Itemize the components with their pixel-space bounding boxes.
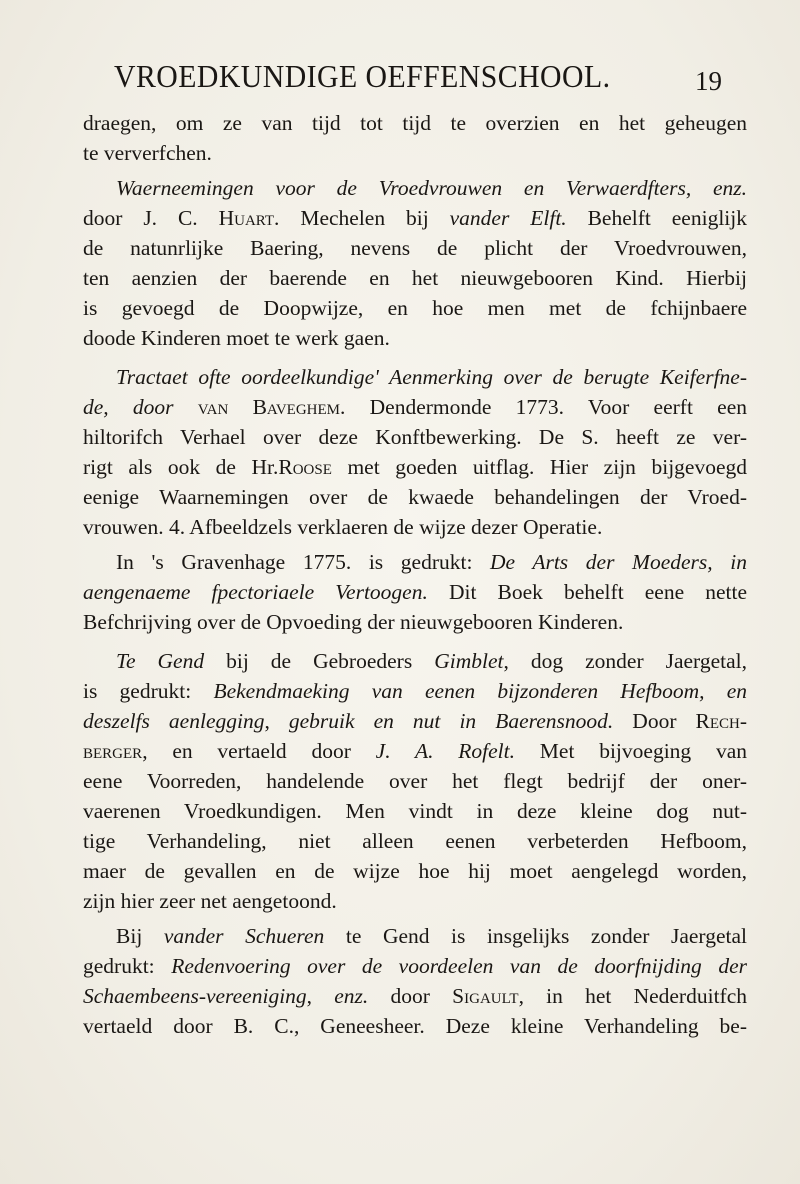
text-line (83, 981, 747, 1011)
text-fragment: Met bijvoeging van (515, 739, 748, 763)
text-line: maer de gevallen en de wijze hoe hij moet aengelegd worden, (83, 859, 747, 883)
book-title: Tractaet ofte oordeelkundige' Aenmerking over de berugte Keiferfne- (116, 365, 747, 389)
text-line (83, 362, 747, 392)
text-line (83, 951, 747, 981)
bibliography-entry (83, 362, 747, 542)
text-line: ten aenzien der baerende en het nieuwgebooren Kind. Hierbij (83, 266, 747, 290)
text-line: hiltorifch Verhael over deze Konftbewerking. De S. heeft ze ver- (83, 425, 747, 449)
text-fragment: enz. (334, 984, 369, 1008)
text-fragment: bij de Gebroeders (204, 649, 435, 673)
book-title: de (83, 395, 104, 419)
text-line (83, 736, 747, 766)
printer-name: vander Schueren (163, 924, 325, 948)
text-fragment: , in (707, 550, 747, 574)
text-fragment: , in het Nederduitfch (518, 984, 747, 1008)
running-head (114, 58, 754, 106)
text-line (83, 706, 747, 736)
book-title: Waerneemingen voor de Vroedvrouwen en Verwaerdfters, enz. (116, 176, 747, 200)
book-title: gebruik en nut in Baerensnood. (288, 709, 614, 733)
author-name: Sigault (452, 984, 519, 1008)
text-line: eenige Waarnemingen over de kwaede behandelingen der Vroed- (83, 485, 747, 509)
text-fragment: Bij (116, 924, 164, 948)
text-fragment: rigt als ook de Hr. (83, 455, 279, 479)
text-fragment: met goeden uitflag. Hier zijn bijgevoegd (331, 455, 747, 479)
text-fragment: Mechelen bij (279, 206, 450, 230)
text-fragment: te Gend is insgelijks zonder Jaergetal (324, 924, 747, 948)
author-name: van Baveghem. (197, 395, 346, 419)
text-line: Befchrijving over de Opvoeding der nieuwgebooren Kinderen. (83, 610, 624, 634)
book-title: aengenaeme fpectoriaele Vertoogen. (83, 580, 428, 604)
text-fragment: , door (103, 395, 198, 419)
text-fragment: is gedrukt: (83, 679, 214, 703)
book-title: Schaembeens-vereeniging (83, 984, 307, 1008)
text-fragment: , en (699, 679, 747, 703)
bibliography-entry (83, 921, 747, 1041)
text-fragment: door (368, 984, 453, 1008)
body-text (83, 108, 747, 1041)
text-line (83, 173, 747, 203)
text-line: draegen, om ze van tijd tot tijd te overzien en het geheugen (83, 111, 747, 135)
text-line (83, 392, 747, 422)
text-fragment: gedrukt: (83, 954, 172, 978)
text-fragment: , dog zonder Jaergetal, (503, 649, 747, 673)
text-line: tige Verhandeling, niet alleen eenen verbeterden Hefboom, (83, 829, 747, 853)
text-fragment: , en vertaeld door (142, 739, 376, 763)
translator-name: J. A. Rofelt. (375, 739, 515, 763)
text-line: vaerenen Vroedkundigen. Men vindt in deze kleine dog nut- (83, 799, 747, 823)
text-line: vrouwen. 4. Afbeeldzels verklaeren de wijze dezer Operatie. (83, 515, 603, 539)
text-line: de natunrlijke Baering, nevens de plicht der Vroedvrouwen, (83, 236, 747, 260)
text-fragment: , (306, 984, 335, 1008)
page-number: 19 (695, 66, 722, 96)
author-name: Huart. (218, 206, 280, 230)
book-title: Bekendmaeking van eenen bijzonderen Hefboom (213, 679, 700, 703)
text-line (83, 547, 747, 577)
bibliography-entry (83, 173, 747, 353)
text-line (83, 452, 747, 482)
text-line: zijn hier zeer net aengetoond. (83, 889, 337, 913)
text-fragment: Door (613, 709, 696, 733)
text-line: doode Kinderen moet te werk gaen. (83, 326, 390, 350)
book-title: deszelfs aenlegging (83, 709, 265, 733)
text-line (83, 646, 747, 676)
text-line: vertaeld door B. C., Geneesheer. Deze kleine Verhandeling be- (83, 1014, 747, 1038)
text-line (83, 577, 747, 607)
bibliography-entry (83, 646, 747, 916)
running-title: VROEDKUNDIGE OEFFENSCHOOL. (114, 58, 611, 94)
text-fragment: Dit Boek behelft eene nette (427, 580, 747, 604)
author-name: Rech- (695, 709, 748, 733)
text-fragment: Behelft eeniglijk (566, 206, 747, 230)
printer-name: Gimblet (434, 649, 504, 673)
text-line (83, 203, 747, 233)
text-line: is gevoegd de Doopwijze, en hoe men met de fchijnbaere (83, 296, 747, 320)
place-name: Te Gend (116, 649, 205, 673)
text-line: eene Voorreden, handelende over het flegt bedrijf der oner- (83, 769, 747, 793)
text-fragment: In 's Gravenhage 1775. is gedrukt: (116, 550, 491, 574)
text-line: te ververfchen. (83, 141, 212, 165)
book-title: De Arts der Moeders (490, 550, 708, 574)
person-name: Roose (278, 455, 332, 479)
text-line (83, 921, 747, 951)
book-title: Redenvoering over de voordeelen van de doorfnijding der (171, 954, 748, 978)
author-name: berger (83, 739, 143, 763)
text-fragment: , (264, 709, 289, 733)
text-line (83, 676, 747, 706)
paragraph-continuation (83, 108, 747, 168)
text-fragment: Dendermonde 1773. Voor eerft een (345, 395, 747, 419)
printer-name: vander Elft. (449, 206, 567, 230)
bibliography-entry (83, 547, 747, 637)
text-fragment: door J. C. (83, 206, 219, 230)
